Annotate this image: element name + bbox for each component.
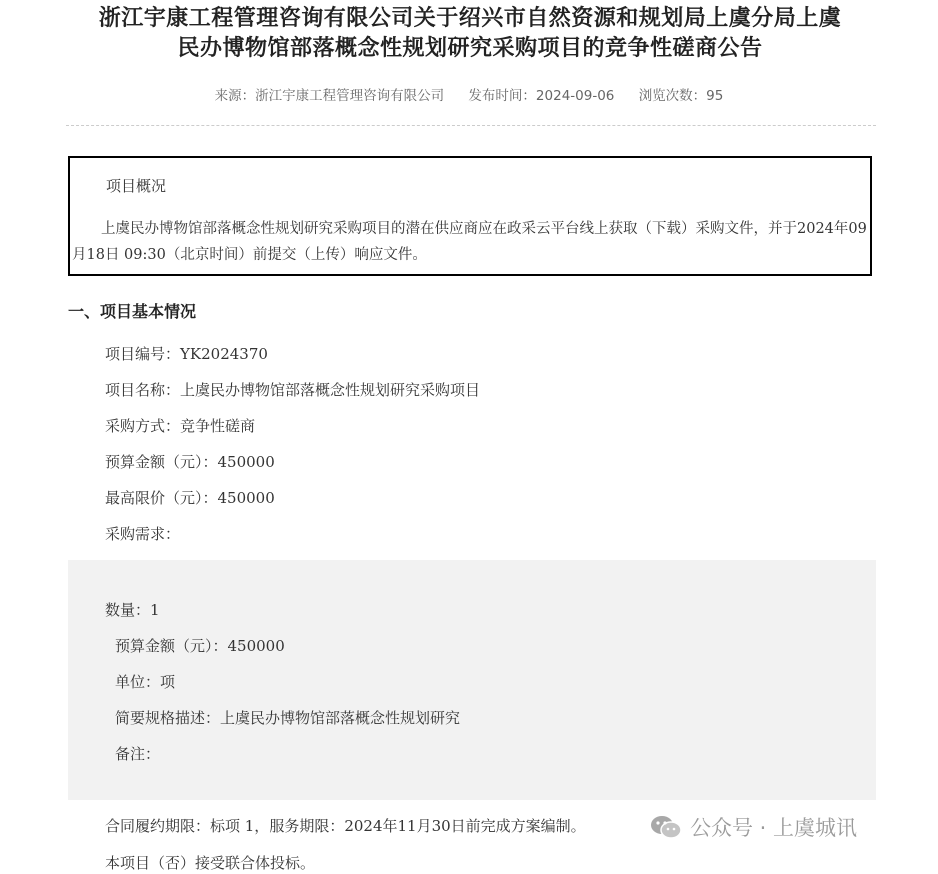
budget-amount: 预算金额（元）：450000 (105, 453, 275, 471)
consortium-line: 本项目（否）接受联合体投标。 (105, 854, 316, 872)
account-watermark (650, 812, 857, 842)
article-title-line1: 浙江宇康工程管理咨询有限公司关于绍兴市自然资源和规划局上虞分局上虞 (98, 6, 842, 31)
section-basic-info-heading: 一、项目基本情况 (68, 302, 197, 321)
article-title (60, 4, 880, 64)
demand-spec: 简要规格描述：上虞民办博物馆部落概念性规划研究 (115, 709, 461, 727)
project-overview-box (68, 156, 872, 276)
demand-unit: 单位：项 (115, 673, 176, 691)
overview-heading: 项目概况 (106, 177, 167, 195)
demand-budget: 预算金额（元）：450000 (115, 637, 285, 655)
watermark-text: 公众号 · 上虞城讯 (690, 816, 858, 840)
overview-text: 上虞民办博物馆部落概念性规划研究采购项目的潜在供应商应在政采云平台线上获取（下载）采购文件，并于2024年09月18日 09:30（北京时间）前提交（上传）响应文件。 (72, 221, 867, 263)
max-price: 最高限价（元）：450000 (105, 489, 275, 507)
procurement-demand-label: 采购需求： (105, 525, 181, 543)
article-title-line2: 民办博物馆部落概念性规划研究采购项目的竞争性磋商公告 (177, 36, 763, 61)
demand-quantity: 数量：1 (105, 601, 160, 619)
wechat-icon (650, 814, 682, 840)
article-source: 来源：浙江宇康工程管理咨询有限公司 (214, 88, 445, 104)
procurement-demand-box (68, 560, 876, 800)
contract-period: 合同履约期限：标项 1，服务期限：2024年11月30日前完成方案编制。 (105, 817, 586, 835)
article-views: 浏览次数：95 (638, 88, 724, 104)
project-name: 项目名称：上虞民办博物馆部落概念性规划研究采购项目 (105, 381, 481, 399)
demand-remark: 备注： (115, 745, 161, 763)
article-publish-time: 发布时间：2024-09-06 (468, 88, 615, 104)
article-meta (0, 86, 938, 106)
procurement-method: 采购方式：竞争性磋商 (105, 417, 256, 435)
meta-divider (66, 125, 876, 126)
project-number: 项目编号：YK2024370 (105, 345, 268, 363)
